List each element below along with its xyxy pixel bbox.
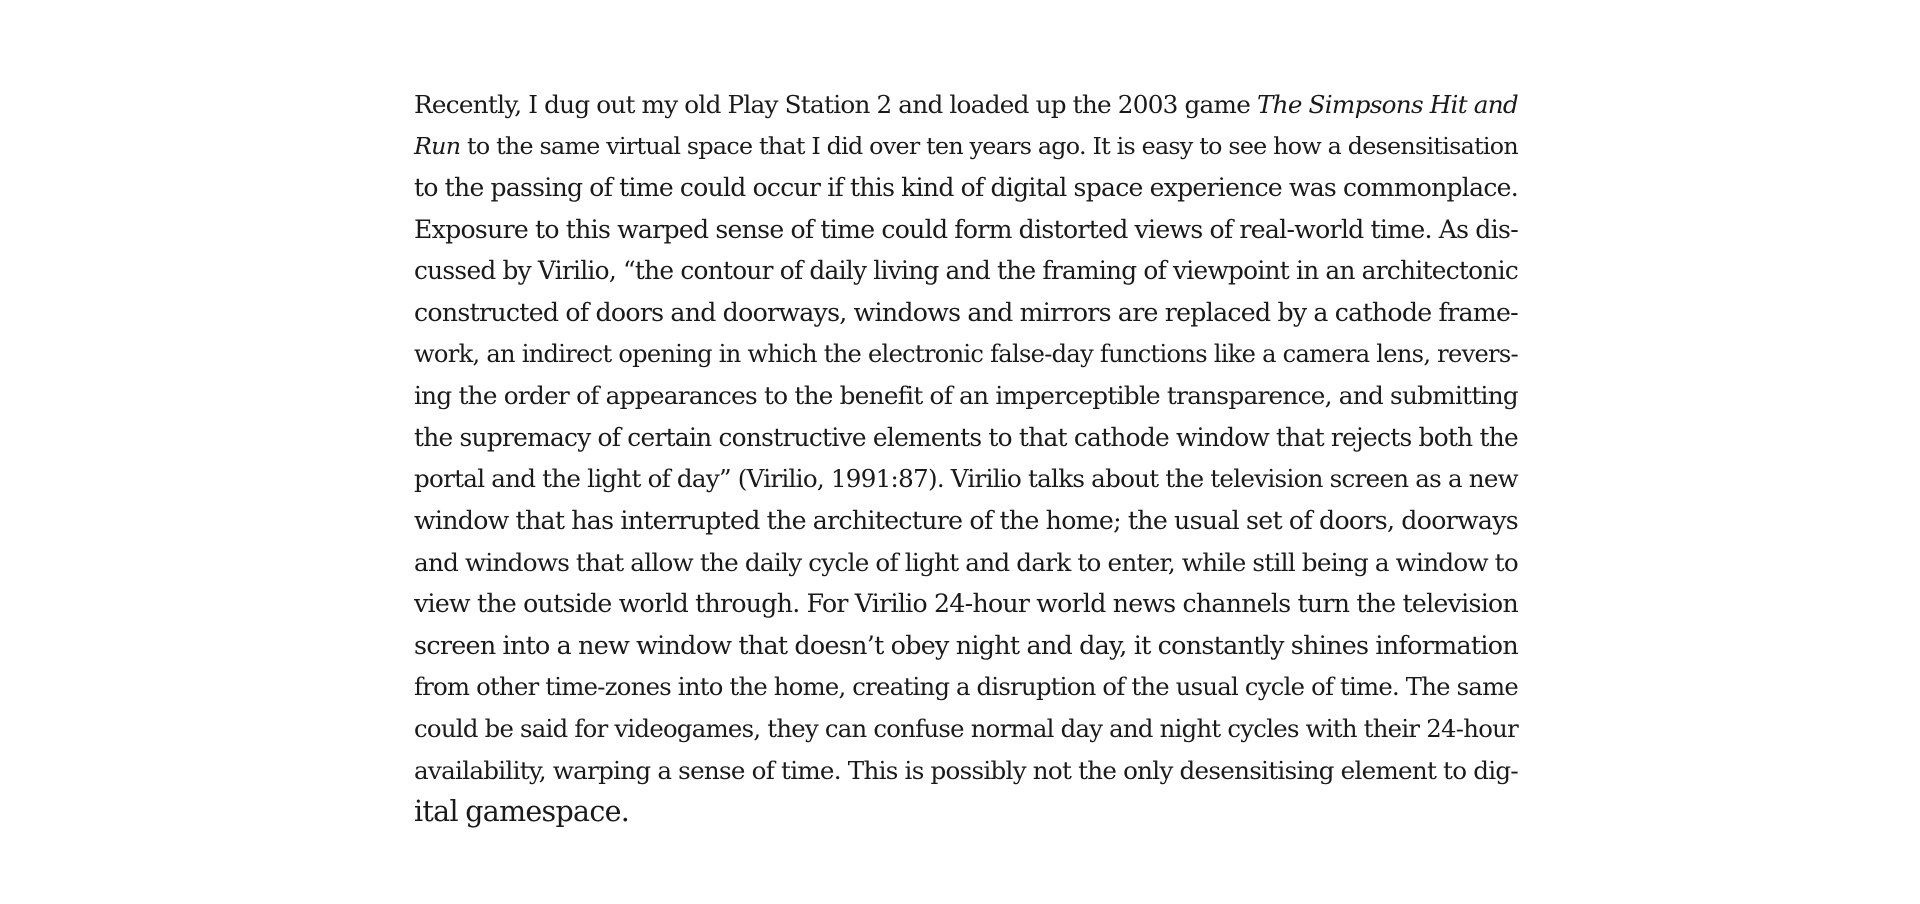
paragraph-line [414,500,1518,542]
text-segment: the supremacy of certain constructive elements to that cathode window that rejects both the [414,422,1518,452]
text-segment: constructed of doors and doorways, windows and mirrors are replaced by a cathode frame- [414,297,1518,327]
paragraph-line [414,209,1518,251]
text-segment: to the same virtual space that I did over ten years ago. It is easy to see how a desensitisation [460,131,1518,160]
text-segment: Exposure to this warped sense of time could form distorted views of real-world time. As dis- [414,214,1518,244]
text-segment: and windows that allow the daily cycle of light and dark to enter, while still being a window to [414,547,1518,577]
paragraph-line [414,750,1518,792]
paragraph-line [414,292,1518,334]
italic-title-text: The Simpsons Hit and [1256,90,1518,119]
text-segment: cussed by Virilio, “the contour of daily living and the framing of viewpoint in an architectonic [414,256,1518,286]
paragraph-line [414,791,1518,833]
paragraph-line [414,417,1518,459]
paragraph-line [414,583,1518,625]
body-paragraph [414,84,1518,833]
paragraph-line [414,625,1518,667]
paragraph-line [414,542,1518,584]
text-segment: work, an indirect opening in which the electronic false-day functions like a camera lens, revers- [414,339,1518,368]
paragraph-line [414,250,1518,292]
paragraph-line [414,84,1518,126]
paragraph-line [414,126,1518,168]
paragraph-line [414,334,1518,376]
paragraph-line [414,375,1518,417]
text-segment: ing the order of appearances to the benefit of an imperceptible transparence, and submitting [414,381,1518,411]
paragraph-line [414,458,1518,500]
paragraph-line [414,167,1518,209]
italic-title-text: Run [414,131,461,160]
text-segment: could be said for videogames, they can confuse normal day and night cycles with their 24-hour [414,713,1518,743]
text-segment: Recently, I dug out my old Play Station 2 and loaded up the 2003 game [414,90,1257,119]
text-segment: screen into a new window that doesn’t obey night and day, it constantly shines information [414,629,1518,660]
text-segment: portal and the light of day” (Virilio, 1991:87). Virilio talks about the television screen as a new [414,464,1518,494]
paragraph-line [414,666,1518,708]
text-segment: from other time-zones into the home, creating a disruption of the usual cycle of time. The same [414,672,1518,702]
paragraph-line [414,708,1518,750]
text-segment: ital gamespace. [414,795,630,829]
text-segment: availability, warping a sense of time. This is possibly not the only desensitising element to dig- [414,755,1518,785]
text-segment: window that has interrupted the architecture of the home; the usual set of doors, doorways [414,505,1518,535]
text-segment: to the passing of time could occur if this kind of digital space experience was commonplace. [414,173,1518,203]
text-segment: view the outside world through. For Virilio 24-hour world news channels turn the television [414,589,1518,619]
